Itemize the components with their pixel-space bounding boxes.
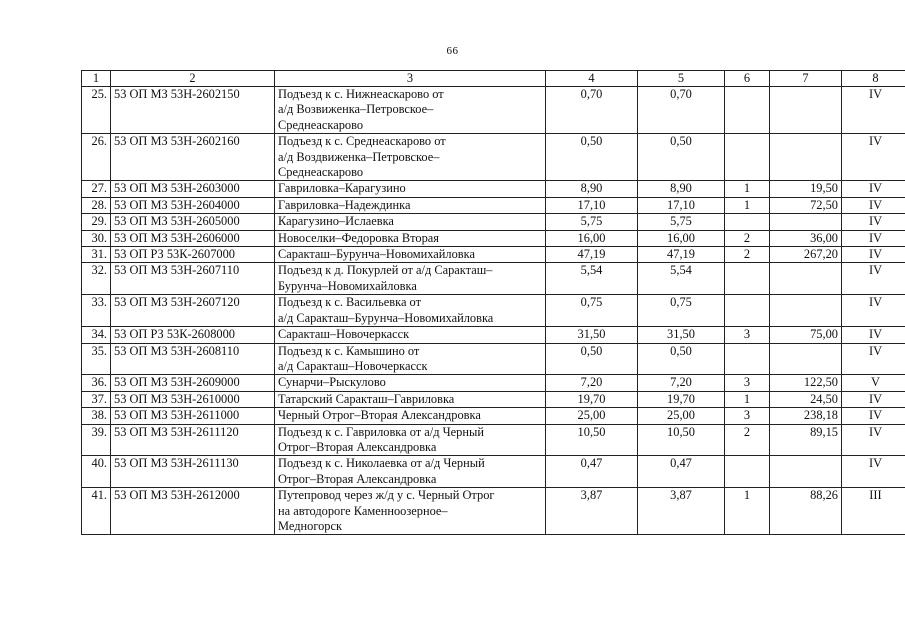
bridge-length: 238,18 (770, 408, 842, 424)
table-row (82, 424, 905, 456)
length-hard-surface: 0,70 (638, 87, 725, 134)
length-hard-surface: 47,19 (638, 247, 725, 263)
bridge-length (770, 343, 842, 375)
road-id-code: 53 ОП МЗ 53Н-2612000 (111, 488, 275, 535)
bridge-count: 1 (725, 391, 770, 407)
length-hard-surface: 8,90 (638, 181, 725, 197)
length-total: 0,50 (546, 134, 638, 181)
col-header: 2 (111, 71, 275, 87)
row-number: 36. (82, 375, 111, 391)
road-id-code: 53 ОП МЗ 53Н-2607120 (111, 295, 275, 327)
row-number: 25. (82, 87, 111, 134)
road-category: IV (842, 214, 905, 230)
length-total: 7,20 (546, 375, 638, 391)
road-name: Татарский Саракташ–Гавриловка (275, 391, 546, 407)
table-row (82, 214, 905, 230)
bridge-length (770, 295, 842, 327)
bridge-count (725, 295, 770, 327)
length-total: 25,00 (546, 408, 638, 424)
road-id-code: 53 ОП МЗ 53Н-2611120 (111, 424, 275, 456)
road-category: IV (842, 263, 905, 295)
road-id-code: 53 ОП МЗ 53Н-2604000 (111, 197, 275, 213)
road-name: Сунарчи–Рыскулово (275, 375, 546, 391)
bridge-length (770, 456, 842, 488)
road-id-code: 53 ОП МЗ 53Н-2611000 (111, 408, 275, 424)
col-header: 4 (546, 71, 638, 87)
road-category: IV (842, 134, 905, 181)
road-category: IV (842, 230, 905, 246)
road-name: Черный Отрог–Вторая Александровка (275, 408, 546, 424)
length-total: 8,90 (546, 181, 638, 197)
road-name: Саракташ–Бурунча–Новомихайловка (275, 247, 546, 263)
table-row (82, 456, 905, 488)
row-number: 34. (82, 327, 111, 343)
road-id-code: 53 ОП МЗ 53Н-2603000 (111, 181, 275, 197)
bridge-length: 36,00 (770, 230, 842, 246)
length-hard-surface: 5,54 (638, 263, 725, 295)
bridge-length (770, 134, 842, 181)
row-number: 29. (82, 214, 111, 230)
length-total: 0,50 (546, 343, 638, 375)
bridge-count: 2 (725, 230, 770, 246)
road-name: Подъезд к с. Нижнеаскарово от а/д Возвиженка–Петровское– Среднеаскарово (275, 87, 546, 134)
length-total: 0,47 (546, 456, 638, 488)
road-id-code: 53 ОП МЗ 53Н-2611130 (111, 456, 275, 488)
length-hard-surface: 0,75 (638, 295, 725, 327)
bridge-count: 2 (725, 247, 770, 263)
row-number: 26. (82, 134, 111, 181)
road-name: Подъезд к с. Камышино от а/д Саракташ–Новочеркасск (275, 343, 546, 375)
bridge-length: 122,50 (770, 375, 842, 391)
length-total: 47,19 (546, 247, 638, 263)
length-hard-surface: 31,50 (638, 327, 725, 343)
road-category: IV (842, 181, 905, 197)
table-row (82, 343, 905, 375)
length-total: 31,50 (546, 327, 638, 343)
table-row (82, 327, 905, 343)
bridge-length: 88,26 (770, 488, 842, 535)
col-header: 6 (725, 71, 770, 87)
road-name: Карагузино–Ислаевка (275, 214, 546, 230)
road-id-code: 53 ОП МЗ 53Н-2609000 (111, 375, 275, 391)
bridge-length (770, 214, 842, 230)
col-header: 7 (770, 71, 842, 87)
roads-table (81, 70, 905, 535)
length-total: 17,10 (546, 197, 638, 213)
length-total: 0,70 (546, 87, 638, 134)
road-category: IV (842, 87, 905, 134)
table-row (82, 134, 905, 181)
road-name: Путепровод через ж/д у с. Черный Отрог на автодороге Каменноозерное– Медногорск (275, 488, 546, 535)
road-category: IV (842, 456, 905, 488)
length-total: 10,50 (546, 424, 638, 456)
road-id-code: 53 ОП МЗ 53Н-2602160 (111, 134, 275, 181)
length-total: 3,87 (546, 488, 638, 535)
road-category: V (842, 375, 905, 391)
length-hard-surface: 7,20 (638, 375, 725, 391)
bridge-count (725, 263, 770, 295)
road-id-code: 53 ОП РЗ 53К-2608000 (111, 327, 275, 343)
bridge-length: 19,50 (770, 181, 842, 197)
bridge-count: 1 (725, 181, 770, 197)
bridge-count: 3 (725, 408, 770, 424)
col-header: 3 (275, 71, 546, 87)
bridge-count (725, 343, 770, 375)
road-category: IV (842, 247, 905, 263)
row-number: 39. (82, 424, 111, 456)
length-total: 19,70 (546, 391, 638, 407)
length-hard-surface: 0,50 (638, 134, 725, 181)
table-row (82, 375, 905, 391)
length-hard-surface: 0,50 (638, 343, 725, 375)
table-row (82, 295, 905, 327)
road-name: Подъезд к с. Среднеаскарово от а/д Воздвиженка–Петровское– Среднеаскарово (275, 134, 546, 181)
bridge-length (770, 263, 842, 295)
row-number: 35. (82, 343, 111, 375)
road-name: Новоселки–Федоровка Вторая (275, 230, 546, 246)
road-id-code: 53 ОП МЗ 53Н-2610000 (111, 391, 275, 407)
table-row (82, 87, 905, 134)
length-hard-surface: 25,00 (638, 408, 725, 424)
road-id-code: 53 ОП МЗ 53Н-2602150 (111, 87, 275, 134)
road-id-code: 53 ОП РЗ 53К-2607000 (111, 247, 275, 263)
road-category: IV (842, 408, 905, 424)
table-row (82, 408, 905, 424)
row-number: 30. (82, 230, 111, 246)
bridge-count: 2 (725, 424, 770, 456)
road-id-code: 53 ОП МЗ 53Н-2608110 (111, 343, 275, 375)
road-name: Подъезд к с. Николаевка от а/д Черный Отрог–Вторая Александровка (275, 456, 546, 488)
bridge-count (725, 456, 770, 488)
road-category: IV (842, 197, 905, 213)
road-id-code: 53 ОП МЗ 53Н-2607110 (111, 263, 275, 295)
road-category: IV (842, 424, 905, 456)
length-total: 16,00 (546, 230, 638, 246)
road-category: IV (842, 343, 905, 375)
road-name: Подъезд к с. Васильевка от а/д Саракташ–Бурунча–Новомихайловка (275, 295, 546, 327)
col-header: 1 (82, 71, 111, 87)
bridge-length: 24,50 (770, 391, 842, 407)
road-name: Подъезд к д. Покурлей от а/д Саракташ– Бурунча–Новомихайловка (275, 263, 546, 295)
length-hard-surface: 19,70 (638, 391, 725, 407)
bridge-count (725, 134, 770, 181)
road-name: Гавриловка–Надеждинка (275, 197, 546, 213)
bridge-length: 89,15 (770, 424, 842, 456)
table-row (82, 230, 905, 246)
road-name: Саракташ–Новочеркасск (275, 327, 546, 343)
length-hard-surface: 10,50 (638, 424, 725, 456)
length-total: 5,75 (546, 214, 638, 230)
bridge-length: 72,50 (770, 197, 842, 213)
road-name: Гавриловка–Карагузино (275, 181, 546, 197)
length-hard-surface: 3,87 (638, 488, 725, 535)
row-number: 33. (82, 295, 111, 327)
bridge-count: 1 (725, 197, 770, 213)
row-number: 28. (82, 197, 111, 213)
length-total: 0,75 (546, 295, 638, 327)
table-row (82, 247, 905, 263)
bridge-length: 267,20 (770, 247, 842, 263)
table-row (82, 488, 905, 535)
table-row (82, 263, 905, 295)
bridge-count: 3 (725, 375, 770, 391)
row-number: 41. (82, 488, 111, 535)
row-number: 38. (82, 408, 111, 424)
road-id-code: 53 ОП МЗ 53Н-2605000 (111, 214, 275, 230)
length-total: 5,54 (546, 263, 638, 295)
length-hard-surface: 16,00 (638, 230, 725, 246)
bridge-count (725, 214, 770, 230)
header-row (82, 71, 905, 87)
row-number: 32. (82, 263, 111, 295)
page-number: 66 (446, 45, 459, 57)
road-name: Подъезд к с. Гавриловка от а/д Черный Отрог–Вторая Александровка (275, 424, 546, 456)
road-category: IV (842, 391, 905, 407)
road-id-code: 53 ОП МЗ 53Н-2606000 (111, 230, 275, 246)
road-category: III (842, 488, 905, 535)
bridge-count: 1 (725, 488, 770, 535)
length-hard-surface: 5,75 (638, 214, 725, 230)
table-row (82, 181, 905, 197)
bridge-length: 75,00 (770, 327, 842, 343)
table-row (82, 391, 905, 407)
road-category: IV (842, 327, 905, 343)
length-hard-surface: 0,47 (638, 456, 725, 488)
col-header: 5 (638, 71, 725, 87)
row-number: 37. (82, 391, 111, 407)
table-row (82, 197, 905, 213)
length-hard-surface: 17,10 (638, 197, 725, 213)
bridge-count: 3 (725, 327, 770, 343)
col-header: 8 (842, 71, 905, 87)
row-number: 27. (82, 181, 111, 197)
bridge-count (725, 87, 770, 134)
row-number: 40. (82, 456, 111, 488)
bridge-length (770, 87, 842, 134)
road-category: IV (842, 295, 905, 327)
row-number: 31. (82, 247, 111, 263)
